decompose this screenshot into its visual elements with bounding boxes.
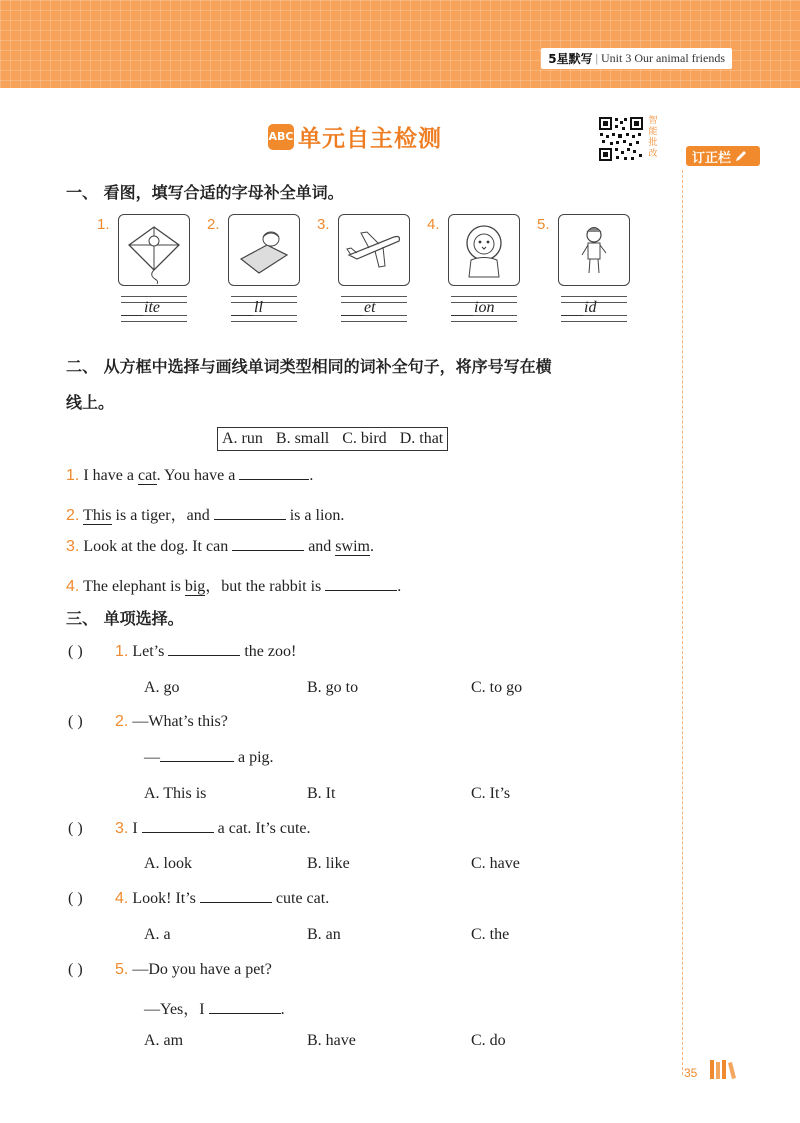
- option-box: [217, 427, 448, 451]
- choice-c[interactable]: C. have: [471, 855, 520, 872]
- jet-icon: [339, 215, 409, 285]
- title-text: 单元自主检测: [298, 126, 442, 152]
- mcq-question: [115, 820, 311, 838]
- choice-b[interactable]: B. an: [307, 926, 341, 943]
- question-number: 2.: [115, 713, 129, 730]
- doll-icon: [229, 215, 299, 285]
- mcq-question: [115, 643, 296, 661]
- mcq-question: [115, 890, 329, 908]
- picture-box: [448, 214, 520, 286]
- underlined-word: swim: [335, 538, 370, 555]
- answer-paren[interactable]: ( ): [68, 890, 83, 907]
- question-text: the zoo!: [240, 643, 297, 660]
- question-number: 1.: [66, 467, 80, 484]
- picture-box: [228, 214, 300, 286]
- word-ending: et: [364, 299, 376, 316]
- item-number: 4.: [427, 216, 440, 233]
- item-number: 1.: [97, 216, 110, 233]
- choice-c[interactable]: C. to go: [471, 679, 523, 696]
- section2-heading-line2: 线上。: [66, 393, 115, 412]
- option-item: A. run: [222, 430, 263, 447]
- underlined-word: big: [184, 578, 206, 595]
- question-text: The elephant is: [83, 578, 185, 595]
- section3-heading: 三、 单项选择。: [66, 609, 184, 628]
- answer-blank[interactable]: [232, 549, 304, 551]
- question-text: —What’s this?: [132, 713, 228, 730]
- question-text: —Do you have a pet?: [132, 961, 272, 978]
- question-number: 3.: [115, 820, 129, 837]
- answer-blank[interactable]: [239, 478, 309, 480]
- question-text: —Yes，I: [144, 1001, 209, 1018]
- tag-separator: |: [595, 51, 599, 65]
- question-number: 1.: [115, 643, 129, 660]
- page-number: 35: [684, 1066, 698, 1080]
- question-text: is a lion.: [285, 507, 345, 524]
- kite-icon: [119, 215, 189, 285]
- choice-c[interactable]: C. the: [471, 926, 510, 943]
- word-ending: ite: [144, 299, 160, 316]
- question-text: Look! It’s: [132, 890, 200, 907]
- abc-logo-icon: ABC: [268, 124, 294, 150]
- picture-box: [558, 214, 630, 286]
- answer-blank[interactable]: [214, 518, 286, 520]
- correction-tab: [686, 146, 760, 166]
- fill-question: [66, 573, 401, 596]
- lion-icon: [449, 215, 519, 285]
- question-text: Look at the dog. It can: [83, 538, 233, 555]
- question-text: —: [144, 749, 160, 766]
- fill-question: [66, 502, 344, 525]
- word-ending: id: [584, 299, 597, 316]
- option-item: D. that: [399, 430, 444, 447]
- question-text: I have a: [83, 467, 138, 484]
- picture-box: [118, 214, 190, 286]
- word-ending: ion: [474, 299, 495, 316]
- books-icon: [708, 1058, 738, 1080]
- picture-item: [317, 214, 412, 334]
- choice-b[interactable]: B. like: [307, 855, 350, 872]
- word-ending: ll: [254, 299, 263, 316]
- mcq-question-line2: [144, 996, 285, 1019]
- fill-question: [66, 467, 313, 485]
- choice-b[interactable]: B. have: [307, 1032, 356, 1049]
- picture-item: [427, 214, 522, 334]
- question-text: .: [397, 578, 402, 595]
- question-text: a pig.: [234, 749, 274, 766]
- qr-label: 智能批改: [648, 116, 658, 159]
- brand-label: 5星默写: [548, 52, 593, 66]
- question-number: 5.: [115, 961, 129, 978]
- mcq-question-line2: [144, 749, 274, 767]
- qr-code-icon[interactable]: [598, 116, 644, 162]
- correction-column-line: [682, 170, 683, 1075]
- pencil-icon: [734, 149, 748, 163]
- answer-blank[interactable]: [209, 1012, 281, 1014]
- choice-a[interactable]: A. a: [144, 926, 171, 943]
- question-text: a cat. It’s cute.: [213, 820, 311, 837]
- mcq-question: [115, 961, 272, 979]
- question-text: is a tiger，and: [111, 507, 214, 524]
- unit-label: Unit 3 Our animal friends: [601, 51, 725, 65]
- question-text: .: [280, 1001, 285, 1018]
- item-number: 2.: [207, 216, 220, 233]
- choice-c[interactable]: C. do: [471, 1032, 506, 1049]
- option-item: B. small: [275, 430, 330, 447]
- option-item: C. bird: [342, 430, 387, 447]
- fill-question: [66, 538, 374, 556]
- picture-item: [537, 214, 632, 334]
- choice-b[interactable]: B. go to: [307, 679, 359, 696]
- question-number: 4.: [115, 890, 129, 907]
- page-title: [268, 120, 442, 153]
- answer-blank[interactable]: [160, 760, 234, 762]
- question-number: 4.: [66, 578, 80, 595]
- header-band: [0, 0, 800, 88]
- section2-heading: 二、 从方框中选择与画线单词类型相同的词补全句子，将序号写在横: [66, 357, 552, 376]
- answer-paren[interactable]: ( ): [68, 820, 83, 837]
- choice-a[interactable]: A. This is: [144, 785, 207, 802]
- question-number: 3.: [66, 538, 80, 555]
- item-number: 5.: [537, 216, 550, 233]
- answer-paren[interactable]: ( ): [68, 961, 83, 978]
- item-number: 3.: [317, 216, 330, 233]
- answer-blank[interactable]: [142, 831, 214, 833]
- answer-blank[interactable]: [200, 901, 272, 903]
- choice-a[interactable]: A. look: [144, 855, 192, 872]
- answer-blank[interactable]: [168, 654, 240, 656]
- question-text: . You have a: [156, 467, 240, 484]
- question-text: .: [309, 467, 314, 484]
- unit-tag: [541, 48, 732, 69]
- section1-heading: 一、 看图，填写合适的字母补全单词。: [66, 183, 344, 202]
- picture-box: [338, 214, 410, 286]
- correction-tab-label: 订正栏: [692, 150, 732, 166]
- answer-blank[interactable]: [325, 589, 397, 591]
- question-text: I: [132, 820, 142, 837]
- kid-icon: [559, 215, 629, 285]
- choice-c[interactable]: C. It’s: [471, 785, 511, 802]
- underlined-word: This: [83, 507, 112, 524]
- choice-a[interactable]: A. go: [144, 679, 180, 696]
- underlined-word: cat: [137, 467, 157, 484]
- picture-item: [97, 214, 192, 334]
- mcq-question: [115, 713, 228, 731]
- choice-b[interactable]: B. It: [307, 785, 336, 802]
- question-text: ，but the rabbit is: [205, 578, 326, 595]
- question-text: cute cat.: [271, 890, 330, 907]
- picture-item: [207, 214, 302, 334]
- choice-a[interactable]: A. am: [144, 1032, 184, 1049]
- answer-paren[interactable]: ( ): [68, 713, 83, 730]
- question-number: 2.: [66, 507, 80, 524]
- question-text: Let’s: [132, 643, 169, 660]
- answer-paren[interactable]: ( ): [68, 643, 83, 660]
- question-text: .: [369, 538, 374, 555]
- question-text: and: [304, 538, 336, 555]
